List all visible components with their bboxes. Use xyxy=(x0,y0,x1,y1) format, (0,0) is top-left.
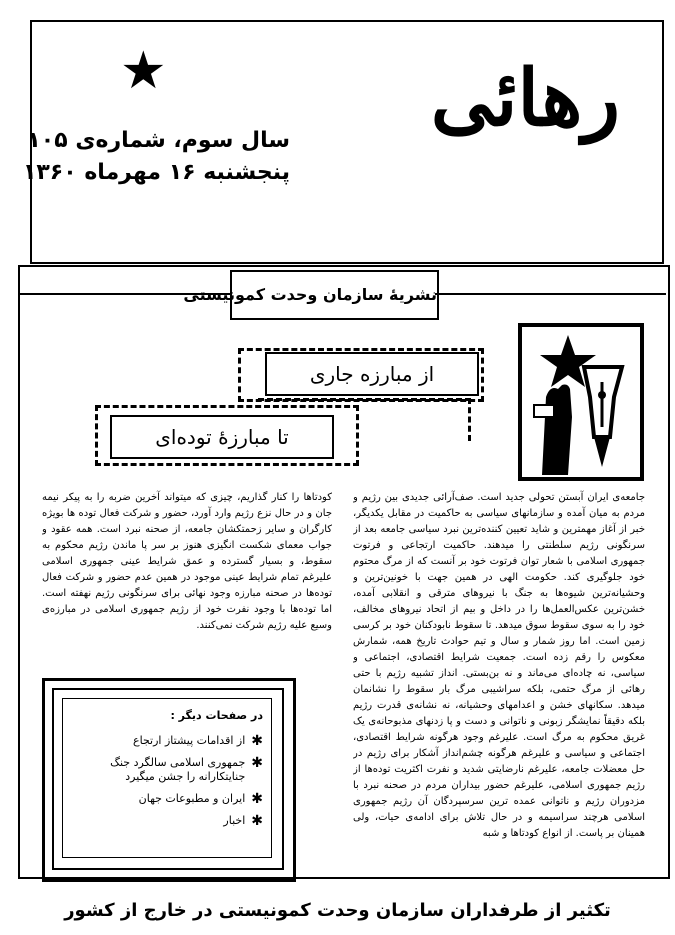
headline-1: از مبارزه جاری xyxy=(265,352,479,396)
star-icon: ★ xyxy=(120,41,167,101)
asterisk-icon: ✱ xyxy=(251,755,263,771)
asterisk-icon: ✱ xyxy=(251,791,263,807)
toc-box xyxy=(62,698,272,858)
toc-item: ✱ جمهوری اسلامی سالگرد جنگ جنایتکارانه را جشن میگیرد xyxy=(110,755,263,783)
asterisk-icon: ✱ xyxy=(251,813,263,829)
toc-item: ✱ اخبار xyxy=(71,810,263,832)
org-label: نشریهٔ سازمان وحدت کمونیستی xyxy=(230,270,439,320)
asterisk-icon: ✱ xyxy=(251,733,263,749)
issue-number: سال سوم، شماره‌ی ۱۰۵ xyxy=(27,128,290,153)
article-column-right: جامعه‌ی ایران آبستن تحولی جدید است. صف‌آرائی جدیدی بین رژیم و مردم به میان آمده و سازمانهای سیاسی به حاکمیت در مقابل یکدیگر، خبر از آغاز مهمترین و شاید تعیین کننده‌ترین نبرد سیاسی جامعه بعد از سرنگونی رژیم سلطنتی را میدهند. حاکمیت ارتجاعی و فرتوت جمهوری اسلامی با شعار توان فرتوت خود بر آنست که از مرگ محتوم خود جلوگیری کند. حکومت الهی در همین جهت با خونین‌ترین و وحشیانه‌ترین شیوه‌ها به جنگ با نیروهای مترقی و انقلابی آمده، خشن‌ترین عکس‌العمل‌ها را در داخل و بیم از اتحاد نیروهای مخالف، خود را به سوی سقوط سوق میدهد. تا سقوط نابودکنان خود بر کرسی زمین است. اما روز شمار و سال و تیم حوادث تاریخ همه، شمارش معکوس را رقم زده است. جمعیت شرایط اقتصادی، اجتماعی و سیاسی، نه چاده‌ای می‌ماند و نه بن‌بستی. انداز تشبیه رژیم با حتی رهائی از مرگ حتمی، بلکه سراشیبی مرگ بار سقوط را نشانمان میدهد. سکانهای خشن و اعدامهای وحشیانه، نه نشانه‌ی قدرت رژیم بلکه دقیقاً نمایشگر زبونی و ناتوانی و دست و پا زدنهای مذبوحانه‌ی یک غریق محکوم به مرگ است. علیرغم وجود هرگونه شرایط اقتصادی، اجتماعی و سیاسی و علیرغم هرگونه چشم‌انداز آشکار برای رژیم در حل معضلات جامعه، علیرغم نارضایتی شدید و نفرت اکثریت توده‌ها از رژیم جمهوری اسلامی، علیرغم حضور بیداران مردم در صحنه نبرد با مزدوران رژیم و ناتوانی عمده ترین سرسپردگان آن رژیم جمهوری اسلامی هرچند سراسیمه و در حال تلاش برای ادامه‌ی حیات، ولی همینان بر پاست. از انواع کودتاها و شبه xyxy=(353,492,645,839)
issue-info xyxy=(22,125,290,189)
footer-credit: تکثیر از طرفداران سازمان وحدت کمونیستی در خارج از کشور xyxy=(64,900,611,921)
toc-title: در صفحات دیگر : xyxy=(170,709,263,722)
rule-right xyxy=(435,293,666,295)
toc-item: ✱ از اقدامات پیشتاز ارتجاع xyxy=(71,730,263,752)
masthead-title: رهائی xyxy=(430,53,620,144)
toc-item: ✱ ایران و مطبوعات جهان xyxy=(71,788,263,810)
headline-2: تا مبارزهٔ توده‌ای xyxy=(110,415,334,459)
issue-date: پنجشنبه ۱۶ مهرماه ۱۳۶۰ xyxy=(22,160,290,185)
star-pen-fist-icon xyxy=(518,323,644,481)
article-column-left: کودتاها را کنار گذاریم، چیزی که میتواند آخرین ضربه را به پیکر نیمه جان و در حال نزع رژیم وارد آورد، حضور و شرکت فعال توده ها بویژه کارگران و سایر زحمتکشان جامعه، از صحنه نبرد است. همه عقود و جواب معمای شکست انگیزی هنوز بر سر پا ماندن رژیم محکوم به سقوط، و بسیار گسترده و عمق شرایط عینی جمهوری اسلامی علیرغم تمام شرایط عینی موجود در همین عدم حضور و شرکت فعال توده‌ها در صحنه مبارزه وجود نهائی برای سرنگونی رژیم نهفته است. اما توده‌ها با وجود نفرت خود از رژیم جمهوری اسلامی در مبارزه‌ی وسیع علیه رژیم شرکت نمی‌کنند. xyxy=(42,492,332,631)
